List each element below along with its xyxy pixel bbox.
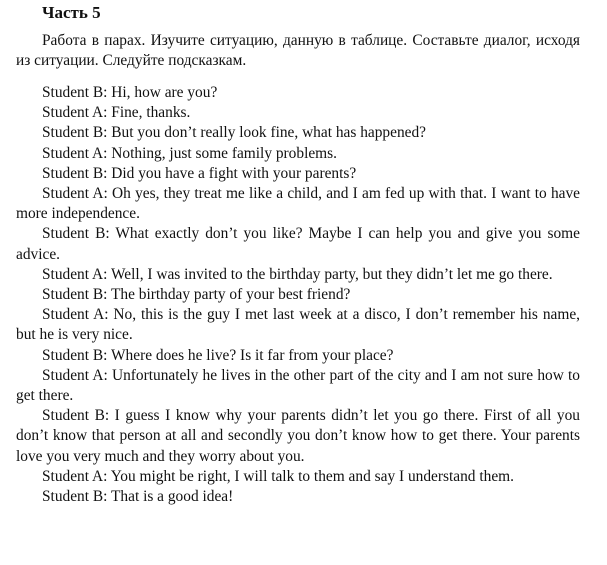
- utterance-text: But you don’t really look fine, what has happened?: [111, 124, 426, 142]
- dialogue-line: Student B: Where does he live? Is it far from your place?: [42, 346, 394, 364]
- utterance-text: You might be right, I will talk to them and say I understand them.: [110, 467, 514, 485]
- dialogue-line: Student A: You might be right, I will talk to them and say I understand them.: [42, 467, 514, 485]
- speaker-name: Student A: [42, 366, 104, 384]
- dialogue-line: Student B: But you don’t really look fine, what has happened?: [42, 124, 426, 142]
- dialogue-line: Student B: That is a good idea!: [42, 488, 234, 506]
- utterance-text: Unfortunately he lives in the other part of the city and I am not sure how to get there.: [16, 366, 581, 405]
- utterance-text: The birthday party of your best friend?: [111, 286, 351, 304]
- utterance-text: Where does he live? Is it far from your place?: [111, 346, 394, 364]
- speaker-name: Student A: [42, 265, 104, 283]
- dialogue-line: Student A: Unfortunately he lives in the other part of the city and I am not sure how to get there.: [16, 366, 581, 405]
- speaker-name: Student B: [42, 286, 104, 304]
- speaker-name: Student A: [42, 306, 105, 324]
- utterance-text: That is a good idea!: [111, 488, 234, 506]
- speaker-name: Student A: [42, 104, 104, 122]
- dialogue-line: Student B: I guess I know why your parents didn’t let you go there. First of all you don’t know that person at all and secondly you don’t know how to get there. Your parents love you very much and they worry about you.: [16, 407, 581, 465]
- utterance-text: Well, I was invited to the birthday party, but they didn’t let me go there.: [111, 265, 553, 283]
- speaker-name: Student B: [42, 124, 104, 142]
- speaker-name: Student A: [42, 467, 104, 485]
- dialogue-line: Student B: Hi, how are you?: [42, 84, 218, 101]
- document-page: [16, 0, 580, 507]
- speaker-name: Student B: [42, 84, 104, 101]
- dialogue-line: Student A: Oh yes, they treat me like a child, and I am fed up with that. I want to have more independence.: [16, 185, 581, 223]
- dialogue-line: Student B: What exactly don’t you like? Maybe I can help you and give you some advice.: [16, 225, 580, 263]
- utterance-text: Fine, thanks.: [111, 104, 191, 122]
- dialogue-line: Student A: Nothing, just some family problems.: [42, 144, 337, 162]
- utterance-text: Hi, how are you?: [111, 84, 218, 101]
- dialogue-line: Student B: Did you have a fight with your parents?: [42, 164, 357, 182]
- dialogue-line: Student A: Fine, thanks.: [42, 104, 191, 122]
- utterance-text: Oh yes, they treat me like a child, and I am fed up with that. I want to have more independence.: [16, 185, 581, 223]
- speaker-name: Student B: [42, 346, 104, 364]
- dialogue-block: [16, 83, 580, 507]
- task-instruction: Работа в парах. Изучите ситуацию, данную в таблице. Составьте диалог, исходя из ситуации. Следуйте подсказкам.: [16, 32, 580, 69]
- speaker-name: Student A: [42, 185, 104, 203]
- utterance-text: Did you have a fight with your parents?: [111, 164, 357, 182]
- speaker-name: Student B: [42, 164, 104, 182]
- speaker-name: Student B: [42, 488, 104, 506]
- dialogue-line: Student A: No, this is the guy I met last week at a disco, I don’t remember his name, but he is very nice.: [16, 306, 580, 344]
- utterance-text: I guess I know why your parents didn’t let you go there. First of all you don’t know that person at all and secondly you don’t know how to get there. Your parents love you very much and they worry about you.: [16, 407, 581, 465]
- section-heading: Часть 5: [42, 3, 101, 22]
- speaker-name: Student B: [42, 225, 106, 243]
- speaker-name: Student B: [42, 407, 105, 425]
- utterance-text: What exactly don’t you like? Maybe I can help you and give you some advice.: [16, 225, 580, 263]
- dialogue-line: Student A: Well, I was invited to the birthday party, but they didn’t let me go there.: [42, 265, 553, 283]
- utterance-text: Nothing, just some family problems.: [111, 144, 337, 162]
- speaker-name: Student A: [42, 144, 104, 162]
- utterance-text: No, this is the guy I met last week at a disco, I don’t remember his name, but he is very nice.: [16, 306, 580, 344]
- dialogue-line: Student B: The birthday party of your best friend?: [42, 286, 351, 304]
